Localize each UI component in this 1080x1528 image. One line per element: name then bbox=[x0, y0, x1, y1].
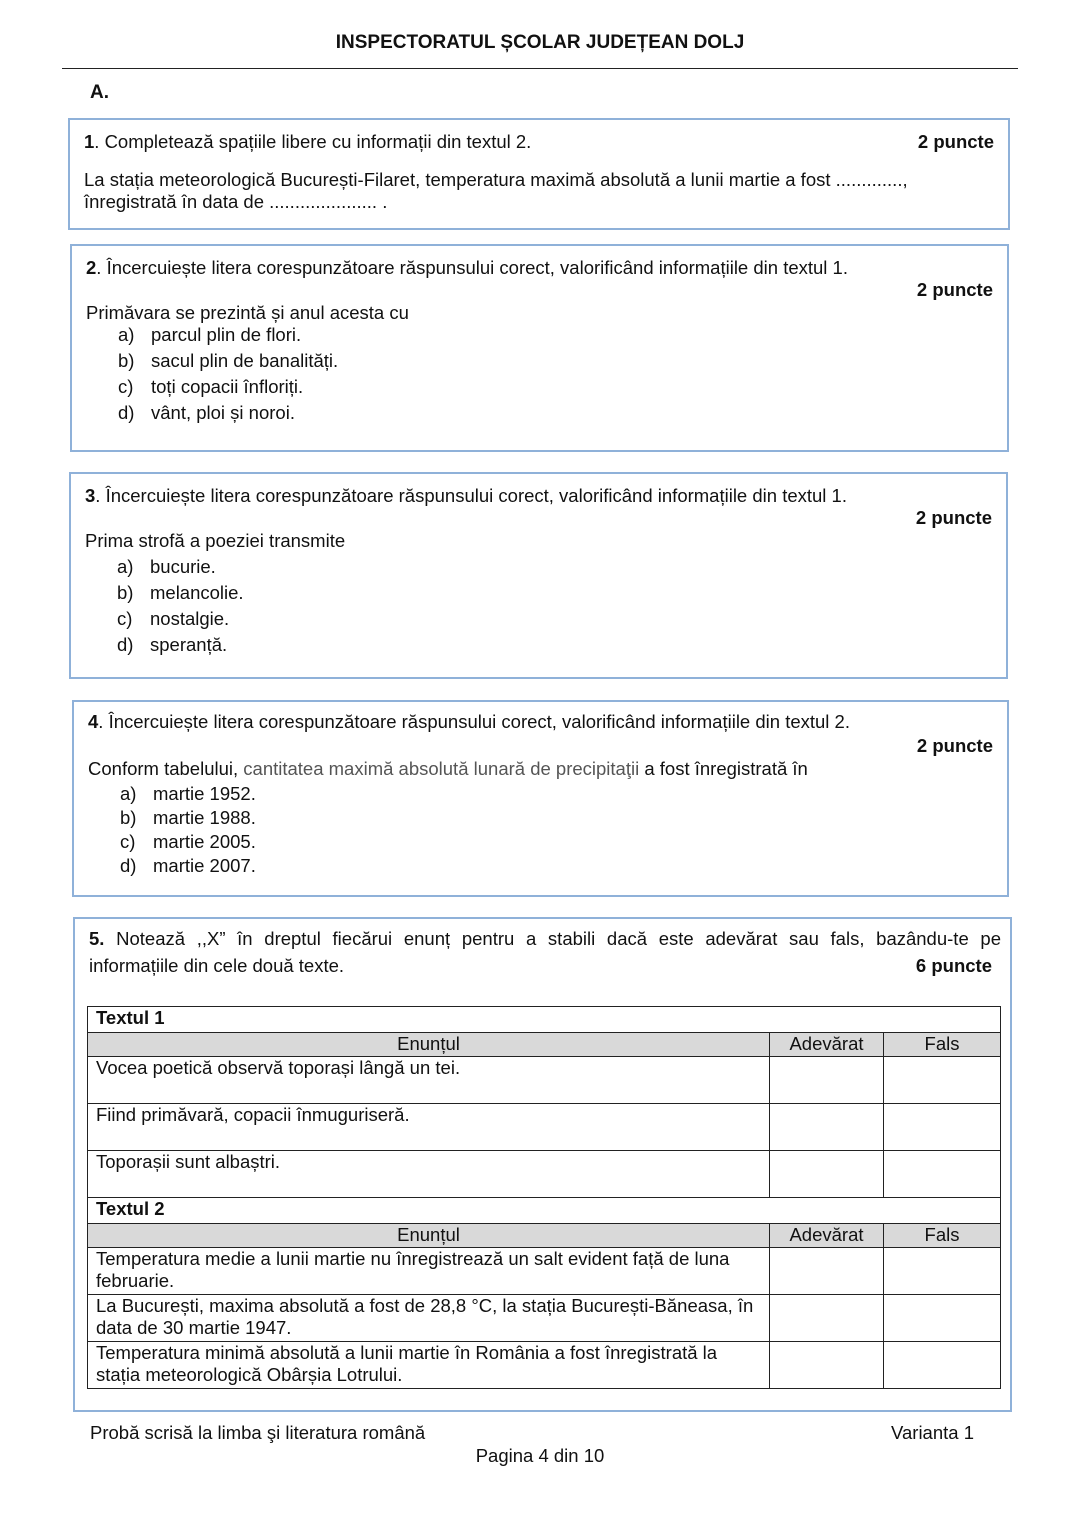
text1-label: Textul 1 bbox=[88, 1007, 1001, 1033]
question-4-points: 2 puncte bbox=[916, 735, 993, 756]
option-a[interactable]: a) parcul plin de flori. bbox=[118, 324, 302, 345]
question-5-number: 5. bbox=[89, 928, 105, 949]
question-3-number: 3 bbox=[85, 485, 96, 506]
text2-label: Textul 2 bbox=[88, 1198, 1001, 1224]
true-answer-cell[interactable] bbox=[770, 1057, 884, 1104]
statement-cell: Temperatura minimă absolută a lunii martie în România a fost înregistrată la stația meteorologică Obârșia Lotrului. bbox=[88, 1342, 770, 1389]
true-answer-cell[interactable] bbox=[770, 1342, 884, 1389]
question-2-stem: Primăvara se prezintă și anul acesta cu bbox=[86, 302, 409, 323]
question-3-stem: Prima strofă a poeziei transmite bbox=[85, 530, 346, 551]
option-c[interactable]: c) toți copacii înfloriți. bbox=[118, 376, 304, 397]
true-answer-cell[interactable] bbox=[770, 1151, 884, 1198]
true-answer-cell[interactable] bbox=[770, 1295, 884, 1342]
statement-cell: Vocea poetică observă toporași lângă un tei. bbox=[88, 1057, 770, 1104]
true-answer-cell[interactable] bbox=[770, 1248, 884, 1295]
question-5-points: 6 puncte bbox=[915, 955, 992, 976]
false-answer-cell[interactable] bbox=[884, 1342, 1001, 1389]
option-d[interactable]: d) vânt, ploi și noroi. bbox=[118, 402, 295, 423]
question-4-prompt bbox=[88, 709, 850, 735]
question-2-box bbox=[70, 244, 1009, 452]
question-2-prompt bbox=[86, 255, 848, 281]
question-2-points: 2 puncte bbox=[916, 279, 993, 300]
question-5-prompt-line2: informațiile din cele două texte. bbox=[89, 955, 345, 976]
table-row bbox=[88, 1342, 1001, 1389]
question-2-number: 2 bbox=[86, 257, 97, 278]
option-d[interactable]: d) speranță. bbox=[117, 634, 228, 655]
question-2-options bbox=[118, 322, 338, 426]
question-3-box bbox=[69, 472, 1008, 679]
question-1-box bbox=[68, 118, 1010, 230]
statement-cell: Temperatura medie a lunii martie nu înregistrează un salt evident față de luna februarie. bbox=[88, 1248, 770, 1295]
table-row bbox=[88, 1151, 1001, 1198]
option-d[interactable]: d) martie 2007. bbox=[120, 855, 256, 876]
statement-cell: Toporașii sunt albaștri. bbox=[88, 1151, 770, 1198]
table-row bbox=[88, 1104, 1001, 1151]
question-4-stem: Conform tabelului, cantitatea maximă absolută lunară de precipitaţii a fost înregistrată în bbox=[88, 758, 808, 779]
column-false: Fals bbox=[884, 1033, 1001, 1057]
question-3-prompt bbox=[85, 483, 847, 509]
column-statement: Enunțul bbox=[88, 1224, 770, 1248]
question-3-options bbox=[117, 554, 244, 658]
question-4-box bbox=[72, 700, 1009, 897]
statement-cell: Fiind primăvară, copacii înmuguriseră. bbox=[88, 1104, 770, 1151]
false-answer-cell[interactable] bbox=[884, 1248, 1001, 1295]
column-false: Fals bbox=[884, 1224, 1001, 1248]
question-4-number: 4 bbox=[88, 711, 99, 732]
question-5-text: Notează ,,X” în dreptul fiecărui enunț pentru a stabili dacă este adevărat sau fals, bazându-te pe bbox=[104, 928, 1001, 949]
false-answer-cell[interactable] bbox=[884, 1151, 1001, 1198]
question-3-text: . Încercuiește litera corespunzătoare răspunsului corect, valorificând informațiile din textul 1. bbox=[95, 485, 847, 506]
question-3-points: 2 puncte bbox=[915, 507, 992, 528]
question-1-number: 1 bbox=[84, 131, 95, 152]
footer-exam-title: Probă scrisă la limba şi literatura română bbox=[90, 1422, 426, 1443]
question-1-prompt bbox=[84, 129, 531, 155]
column-statement: Enunțul bbox=[88, 1033, 770, 1057]
option-a[interactable]: a) bucurie. bbox=[117, 556, 216, 577]
table-row bbox=[88, 1295, 1001, 1342]
option-a[interactable]: a) martie 1952. bbox=[120, 783, 256, 804]
statement-cell: La București, maxima absolută a fost de 28,8 °C, la stația București-Băneasa, în data de 30 martie 1947. bbox=[88, 1295, 770, 1342]
question-4-options bbox=[120, 782, 256, 878]
false-answer-cell[interactable] bbox=[884, 1104, 1001, 1151]
footer-page-number: Pagina 4 din 10 bbox=[475, 1445, 605, 1466]
page-header bbox=[62, 30, 1018, 69]
option-c[interactable]: c) nostalgie. bbox=[117, 608, 230, 629]
option-b[interactable]: b) martie 1988. bbox=[120, 807, 256, 828]
question-1-points: 2 puncte bbox=[917, 131, 994, 152]
table-row bbox=[88, 1057, 1001, 1104]
question-4-text: . Încercuiește litera corespunzătoare răspunsului corect, valorificând informațiile din textul 2. bbox=[98, 711, 850, 732]
option-b[interactable]: b) melancolie. bbox=[117, 582, 244, 603]
option-b[interactable]: b) sacul plin de banalități. bbox=[118, 350, 339, 371]
question-1-line1: La stația meteorologică București-Filaret, temperatura maximă absolută a lunii martie a fost ............., bbox=[84, 169, 908, 190]
section-label: A. bbox=[90, 82, 109, 103]
question-2-text: . Încercuiește litera corespunzătoare răspunsului corect, valorificând informațiile din textul 1. bbox=[96, 257, 848, 278]
true-false-table bbox=[87, 1006, 1001, 1389]
false-answer-cell[interactable] bbox=[884, 1295, 1001, 1342]
option-c[interactable]: c) martie 2005. bbox=[120, 831, 256, 852]
question-1-line2: înregistrată în data de ..................... . bbox=[84, 191, 388, 212]
question-1-text: . Completează spațiile libere cu informații din textul 2. bbox=[94, 131, 532, 152]
question-5-prompt-line1 bbox=[89, 926, 1001, 952]
footer-variant: Varianta 1 bbox=[891, 1422, 974, 1443]
header-title: INSPECTORATUL ȘCOLAR JUDEȚEAN DOLJ bbox=[335, 32, 745, 53]
false-answer-cell[interactable] bbox=[884, 1057, 1001, 1104]
column-true: Adevărat bbox=[770, 1033, 884, 1057]
table-row bbox=[88, 1248, 1001, 1295]
true-answer-cell[interactable] bbox=[770, 1104, 884, 1151]
question-5-box bbox=[73, 917, 1012, 1412]
column-true: Adevărat bbox=[770, 1224, 884, 1248]
